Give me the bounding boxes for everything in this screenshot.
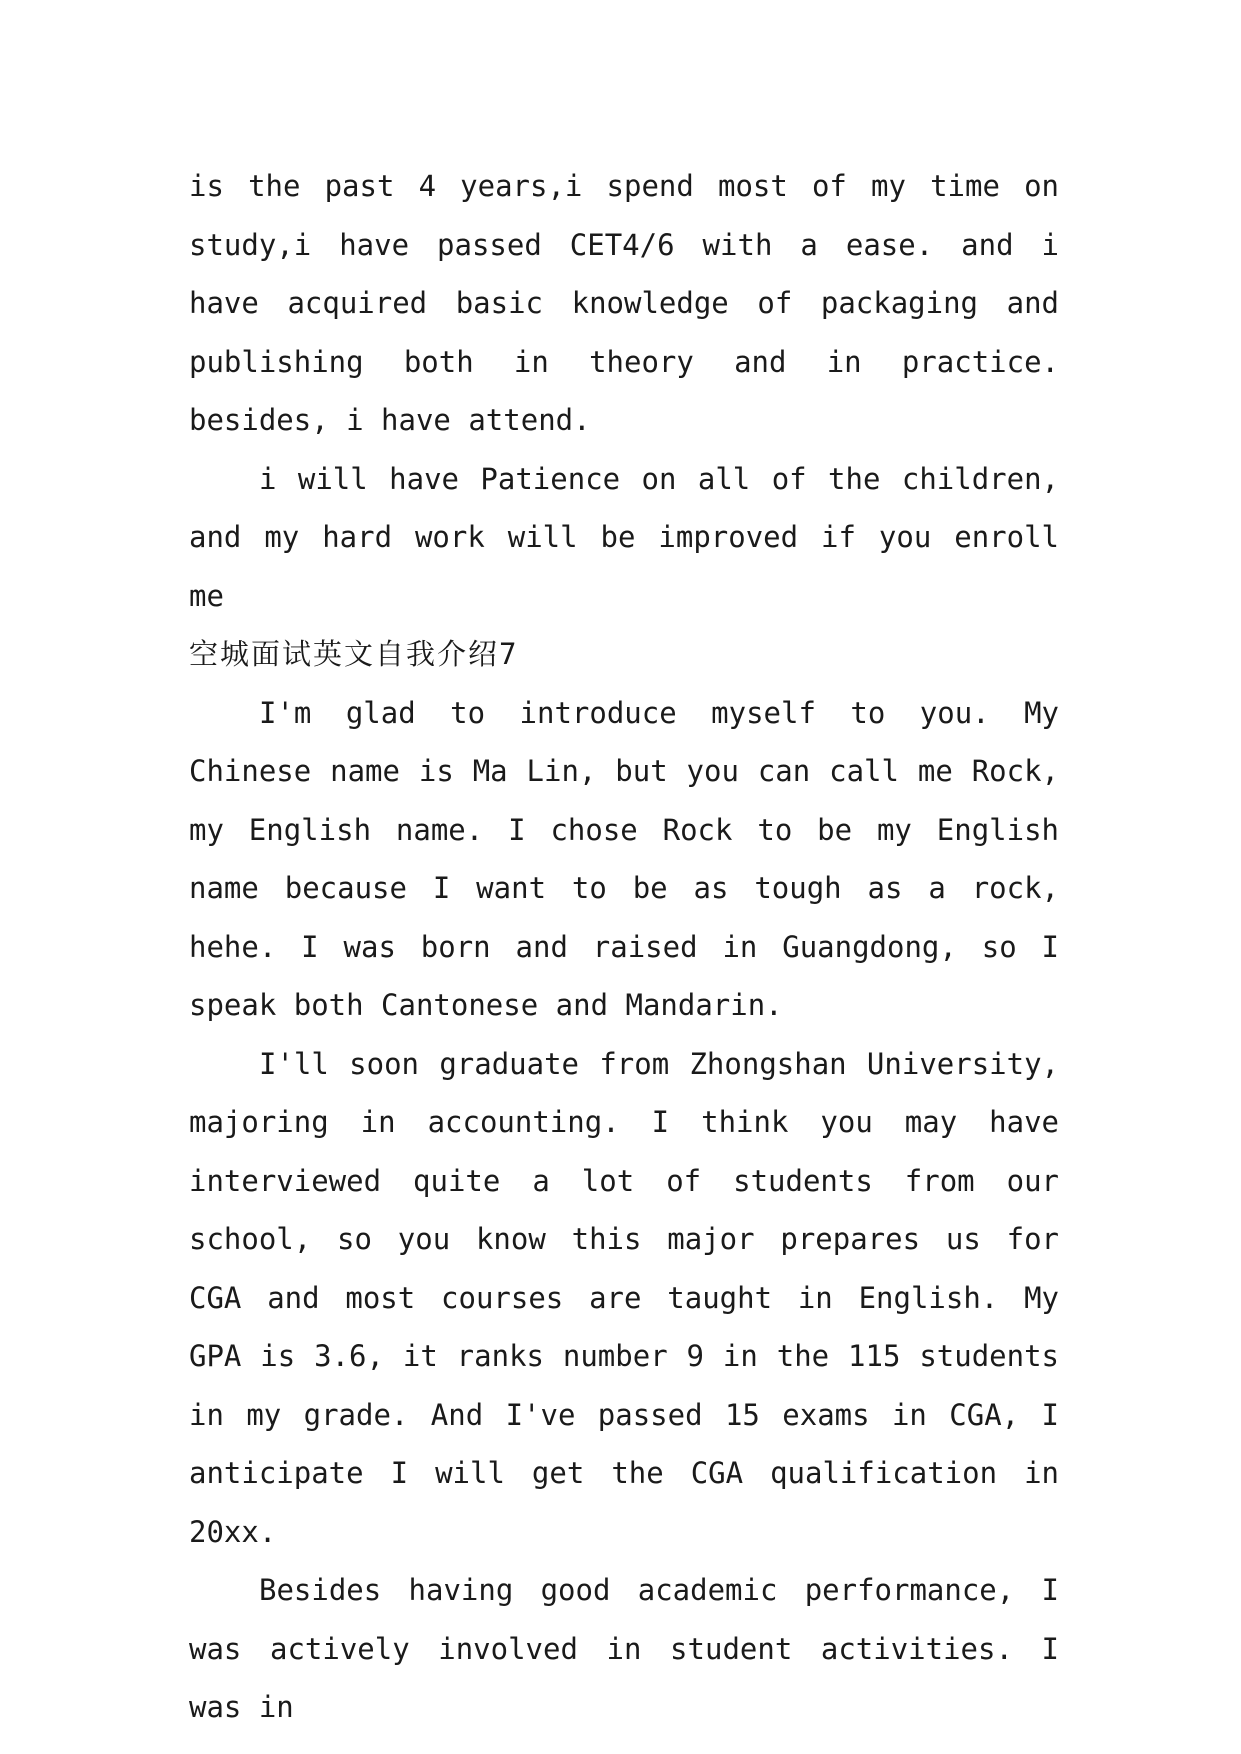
paragraph-education: I'll soon graduate from Zhongshan University, majoring in accounting. I think you may have interviewed quite a lot of students from our school, so you know this major prepares us for CGA and most courses are taught in English. My GPA is 3.6, it ranks number 9 in the 115 students in my grade. And I've passed 15 exams in CGA, I anticipate I will get the CGA qualification in 20xx. bbox=[189, 1046, 1059, 1549]
paragraph-introduction: I'm glad to introduce myself to you. My Chinese name is Ma Lin, but you can call me Rock, my English name. I chose Rock to be my English name because I want to be as tough as a rock, hehe. I was born and raised in Guangdong, so I speak both Cantonese and Mandarin. bbox=[189, 695, 1059, 1022]
paragraph-study: is the past 4 years,i spend most of my time on study,i have passed CET4/6 with a ease. and i have acquired basic knowledge of packaging and publishing both in theory and in practice. besides, i have attend. bbox=[189, 169, 1059, 437]
section-heading: 空城面试英文自我介绍7 bbox=[189, 637, 519, 671]
document-page bbox=[189, 157, 1059, 1737]
paragraph-activities: Besides having good academic performance, I was actively involved in student activities. I was in bbox=[189, 1573, 1059, 1724]
paragraph-patience: i will have Patience on all of the children, and my hard work will be improved if you enroll me bbox=[189, 461, 1059, 613]
